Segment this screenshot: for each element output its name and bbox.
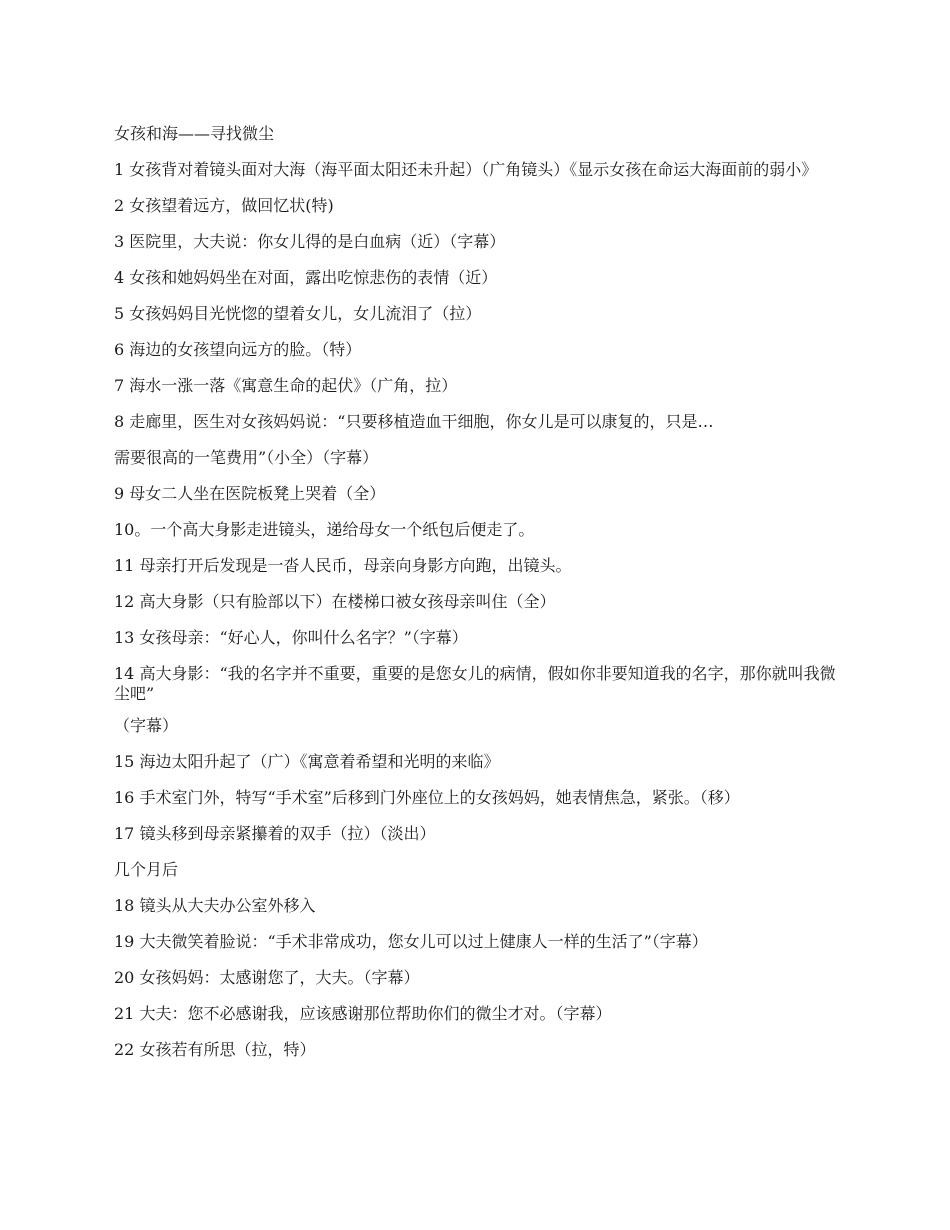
shot-line-1: 1 女孩背对着镜头面对大海（海平面太阳还未升起）（广角镜头）《显示女孩在命运大海面前的弱小》 <box>114 160 818 179</box>
shot-line-16: 16 手术室门外，特写“手术室”后移到门外座位上的女孩妈妈，她表情焦急，紧张。（移） <box>114 788 740 807</box>
shot-line-19: 19 大夫微笑着脸说：“手术非常成功，您女儿可以过上健康人一样的生活了”（字幕） <box>114 932 708 951</box>
shot-line-7: 7 海水一涨一落《寓意生命的起伏》（广角，拉） <box>114 376 458 395</box>
document-body <box>114 124 844 1076</box>
shot-line-12: 12 高大身影（只有脸部以下）在楼梯口被女孩母亲叫住（全） <box>114 592 556 611</box>
shot-line-14-caption: （字幕） <box>114 716 179 735</box>
shot-line-6: 6 海边的女孩望向远方的脸。（特） <box>114 340 362 359</box>
shot-line-20: 20 女孩妈妈：太感谢您了，大夫。（字幕） <box>114 968 420 987</box>
shot-line-18: 18 镜头从大夫办公室外移入 <box>114 896 316 915</box>
shot-line-3: 3 医院里，大夫说：你女儿得的是白血病（近）（字幕） <box>114 232 506 251</box>
shot-line-21: 21 大夫：您不必感谢我，应该感谢那位帮助你们的微尘才对。（字幕） <box>114 1004 612 1023</box>
shot-line-8-continued: 需要很高的一笔费用”（小全）（字幕） <box>114 448 379 467</box>
shot-line-14: 14 高大身影：“我的名字并不重要，重要的是您女儿的病情，假如你非要知道我的名字，那你就叫我微尘吧” <box>114 664 836 703</box>
shot-line-2: 2 女孩望着远方，做回忆状(特) <box>114 196 334 215</box>
shot-line-10: 10。一个高大身影走进镜头，递给母女一个纸包后便走了。 <box>114 520 535 539</box>
shot-line-4: 4 女孩和她妈妈坐在对面，露出吃惊悲伤的表情（近） <box>114 268 498 287</box>
document-title: 女孩和海——寻找微尘 <box>114 124 275 143</box>
shot-line-13: 13 女孩母亲：“好心人，你叫什么名字？”（字幕） <box>114 628 468 647</box>
time-transition: 几个月后 <box>114 860 179 879</box>
shot-line-17: 17 镜头移到母亲紧攥着的双手（拉）（淡出） <box>114 824 436 843</box>
shot-line-15: 15 海边太阳升起了（广）《寓意着希望和光明的来临》 <box>114 752 500 771</box>
shot-line-9: 9 母女二人坐在医院板凳上哭着（全） <box>114 484 386 503</box>
shot-line-8: 8 走廊里，医生对女孩妈妈说：“只要移植造血干细胞，你女儿是可以康复的，只是… <box>114 412 714 431</box>
shot-line-5: 5 女孩妈妈目光恍惚的望着女儿，女儿流泪了（拉） <box>114 304 482 323</box>
shot-line-11: 11 母亲打开后发现是一沓人民币，母亲向身影方向跑，出镜头。 <box>114 556 572 575</box>
shot-line-22: 22 女孩若有所思（拉，特） <box>114 1040 316 1059</box>
